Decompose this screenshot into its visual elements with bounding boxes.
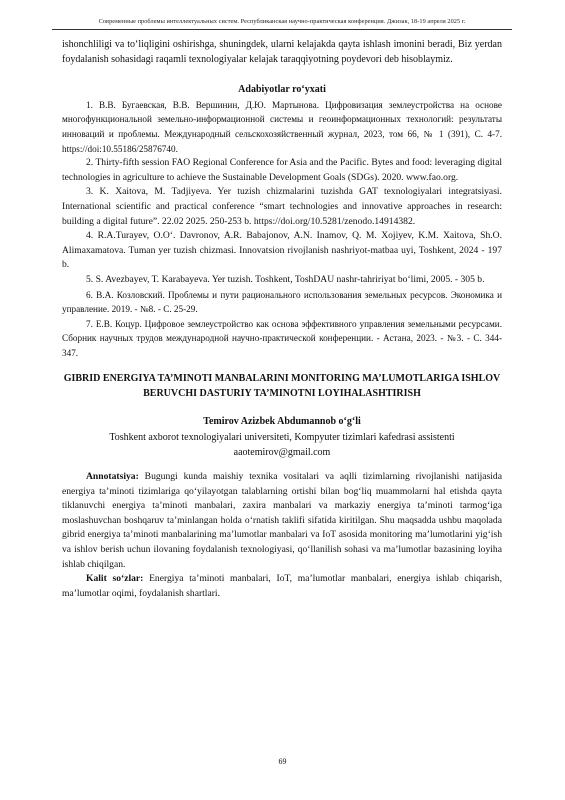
references-list	[62, 98, 502, 361]
reference-item: 3. K. Xaitova, M. Tadjiyeva. Yer tuzish chizmalarini tuzishda GAT texnologiyalari integratsiyasi. International scientific and practical conference “smart technologies and innovative approaches in research: building a digital future”. 22.02 2025. 250-253 b. https://doi.org/10.5281/zenodo.14914382.	[62, 186, 502, 227]
abstract	[62, 470, 502, 572]
reference-item: 6. В.А. Козловский. Проблемы и пути рационального использования земельных ресурсов. Экономика и управление. 2019. - №8. - С. 25-29.	[62, 289, 502, 315]
abstract-label: Annotatsiya:	[86, 471, 139, 483]
keywords-label: Kalit so‘zlar:	[86, 573, 144, 585]
reference-item: 4. R.A.Turayev, O.O‘. Davronov, A.R. Babajonov, A.N. Inamov, Q. M. Xojiyev, K.M. Xaitova, Sh.O. Alimaxamatova. Tuman yer tuzish chizmasi. Innovatsion rivojlanish nashriyot-matbaa uyi, Toshkent, 2024 - 197 b.	[62, 230, 502, 271]
references-heading: Adabiyotlar ro‘yxati	[238, 84, 326, 96]
page-number: 69	[278, 757, 287, 766]
article-author: Temirov Azizbek Abdumannob o‘g‘li	[203, 416, 361, 428]
article-title: GIBRID ENERGIYA TA’MINOTI MANBALARINI MONITORING MA’LUMOTLARIGA ISHLOV BERUVCHI DASTURIY TA’MINOTNI LOYIHALASHTIRISH	[63, 373, 501, 400]
page-body	[62, 38, 502, 601]
reference-item: 2. Thirty-fifth session FAO Regional Conference for Asia and the Pacific. Bytes and food: leveraging digital technologies in agriculture to achieve the Sustainable Development Goals (SDGs). 2020. www.fao.org.	[62, 157, 502, 183]
author-email: aaotemirov@gmail.com	[233, 447, 331, 459]
reference-item: 1. В.В. Бугаевская, В.В. Вершинин, Д.Ю. Мартынова. Цифровизация землеустройства на основе многофункциональной земельно-информационной системы и геоинформационных технологий: результаты инноваций и проблемы. Международный сельскохозяйственный журнал, 2023, том 66, № 1 (391), С. 4-7. https://doi:10.55186/25876740.	[62, 99, 502, 154]
reference-item: 5. S. Avezbayev, T. Karabayeva. Yer tuzish. Toshkent, ToshDAU nashr-tahririyat bo‘limi, 2005. - 305 b.	[86, 273, 485, 285]
author-affiliation: Toshkent axborot texnologiyalari universiteti, Kompyuter tizimlari kafedrasi assistenti	[109, 432, 455, 444]
abstract-text: Bugungi kunda maishiy texnika vositalari va aqlli tizimlarning rivojlanishi natijasida energiya ta’minoti tizimlariga qo‘yilayotgan talablarning ortishi bilan bog‘liq muammolarni hal etishda qayta tiklanuvchi energiya ta’minoti manbalari, zaxira manbalari va markaziy energiya ta’minoti tarmog‘iga moslashuvchan boshqaruv ta’minlangan holda o‘rnatish taklifi sifatida kiritilgan. Shu maqsadda ushbu maqolada gibrid energiya ta’minoti manbalarining ma’lumotlar manbalari va IoT asosida monitoring ma’lumotlarini yig‘ish va ishlov berish uchun ilovaning foydalanish texnologiyasi, qo‘llanilish sohasi va ma’lumotlar bazasining loyiha ishlab chiqilgan.	[62, 471, 502, 570]
running-header: Современные проблемы интеллектуальных систем. Республиканская научно-практическая конференция. Джизак, 18-19 апреля 2025 г.	[98, 18, 466, 25]
header-divider	[52, 29, 512, 30]
reference-item: 7. Е.В. Коцур. Цифровое землеустройство как основа эффективного управления земельными ресурсами. Сборник научных трудов международной научно-практической конференции. - Астана, 2023. - №3. - С. 344-347.	[62, 318, 502, 358]
keywords-text: Energiya ta’minoti manbalari, IoT, ma’lumotlar manbalari, energiya ishlab chiqarish, ma’lumotlar oqimi, foydalanish shartlari.	[62, 573, 502, 599]
intro-paragraph: ishonchliligi va to‘liqligini oshirishga, shuningdek, ularni kelajakda qayta ishlash imonini beradi, Biz yerdan foydalanish sohasidagi raqamli texnologiyalar kelajak taraqqiyotning poydevori deb hisoblaymiz.	[62, 39, 502, 65]
keywords	[62, 572, 502, 601]
